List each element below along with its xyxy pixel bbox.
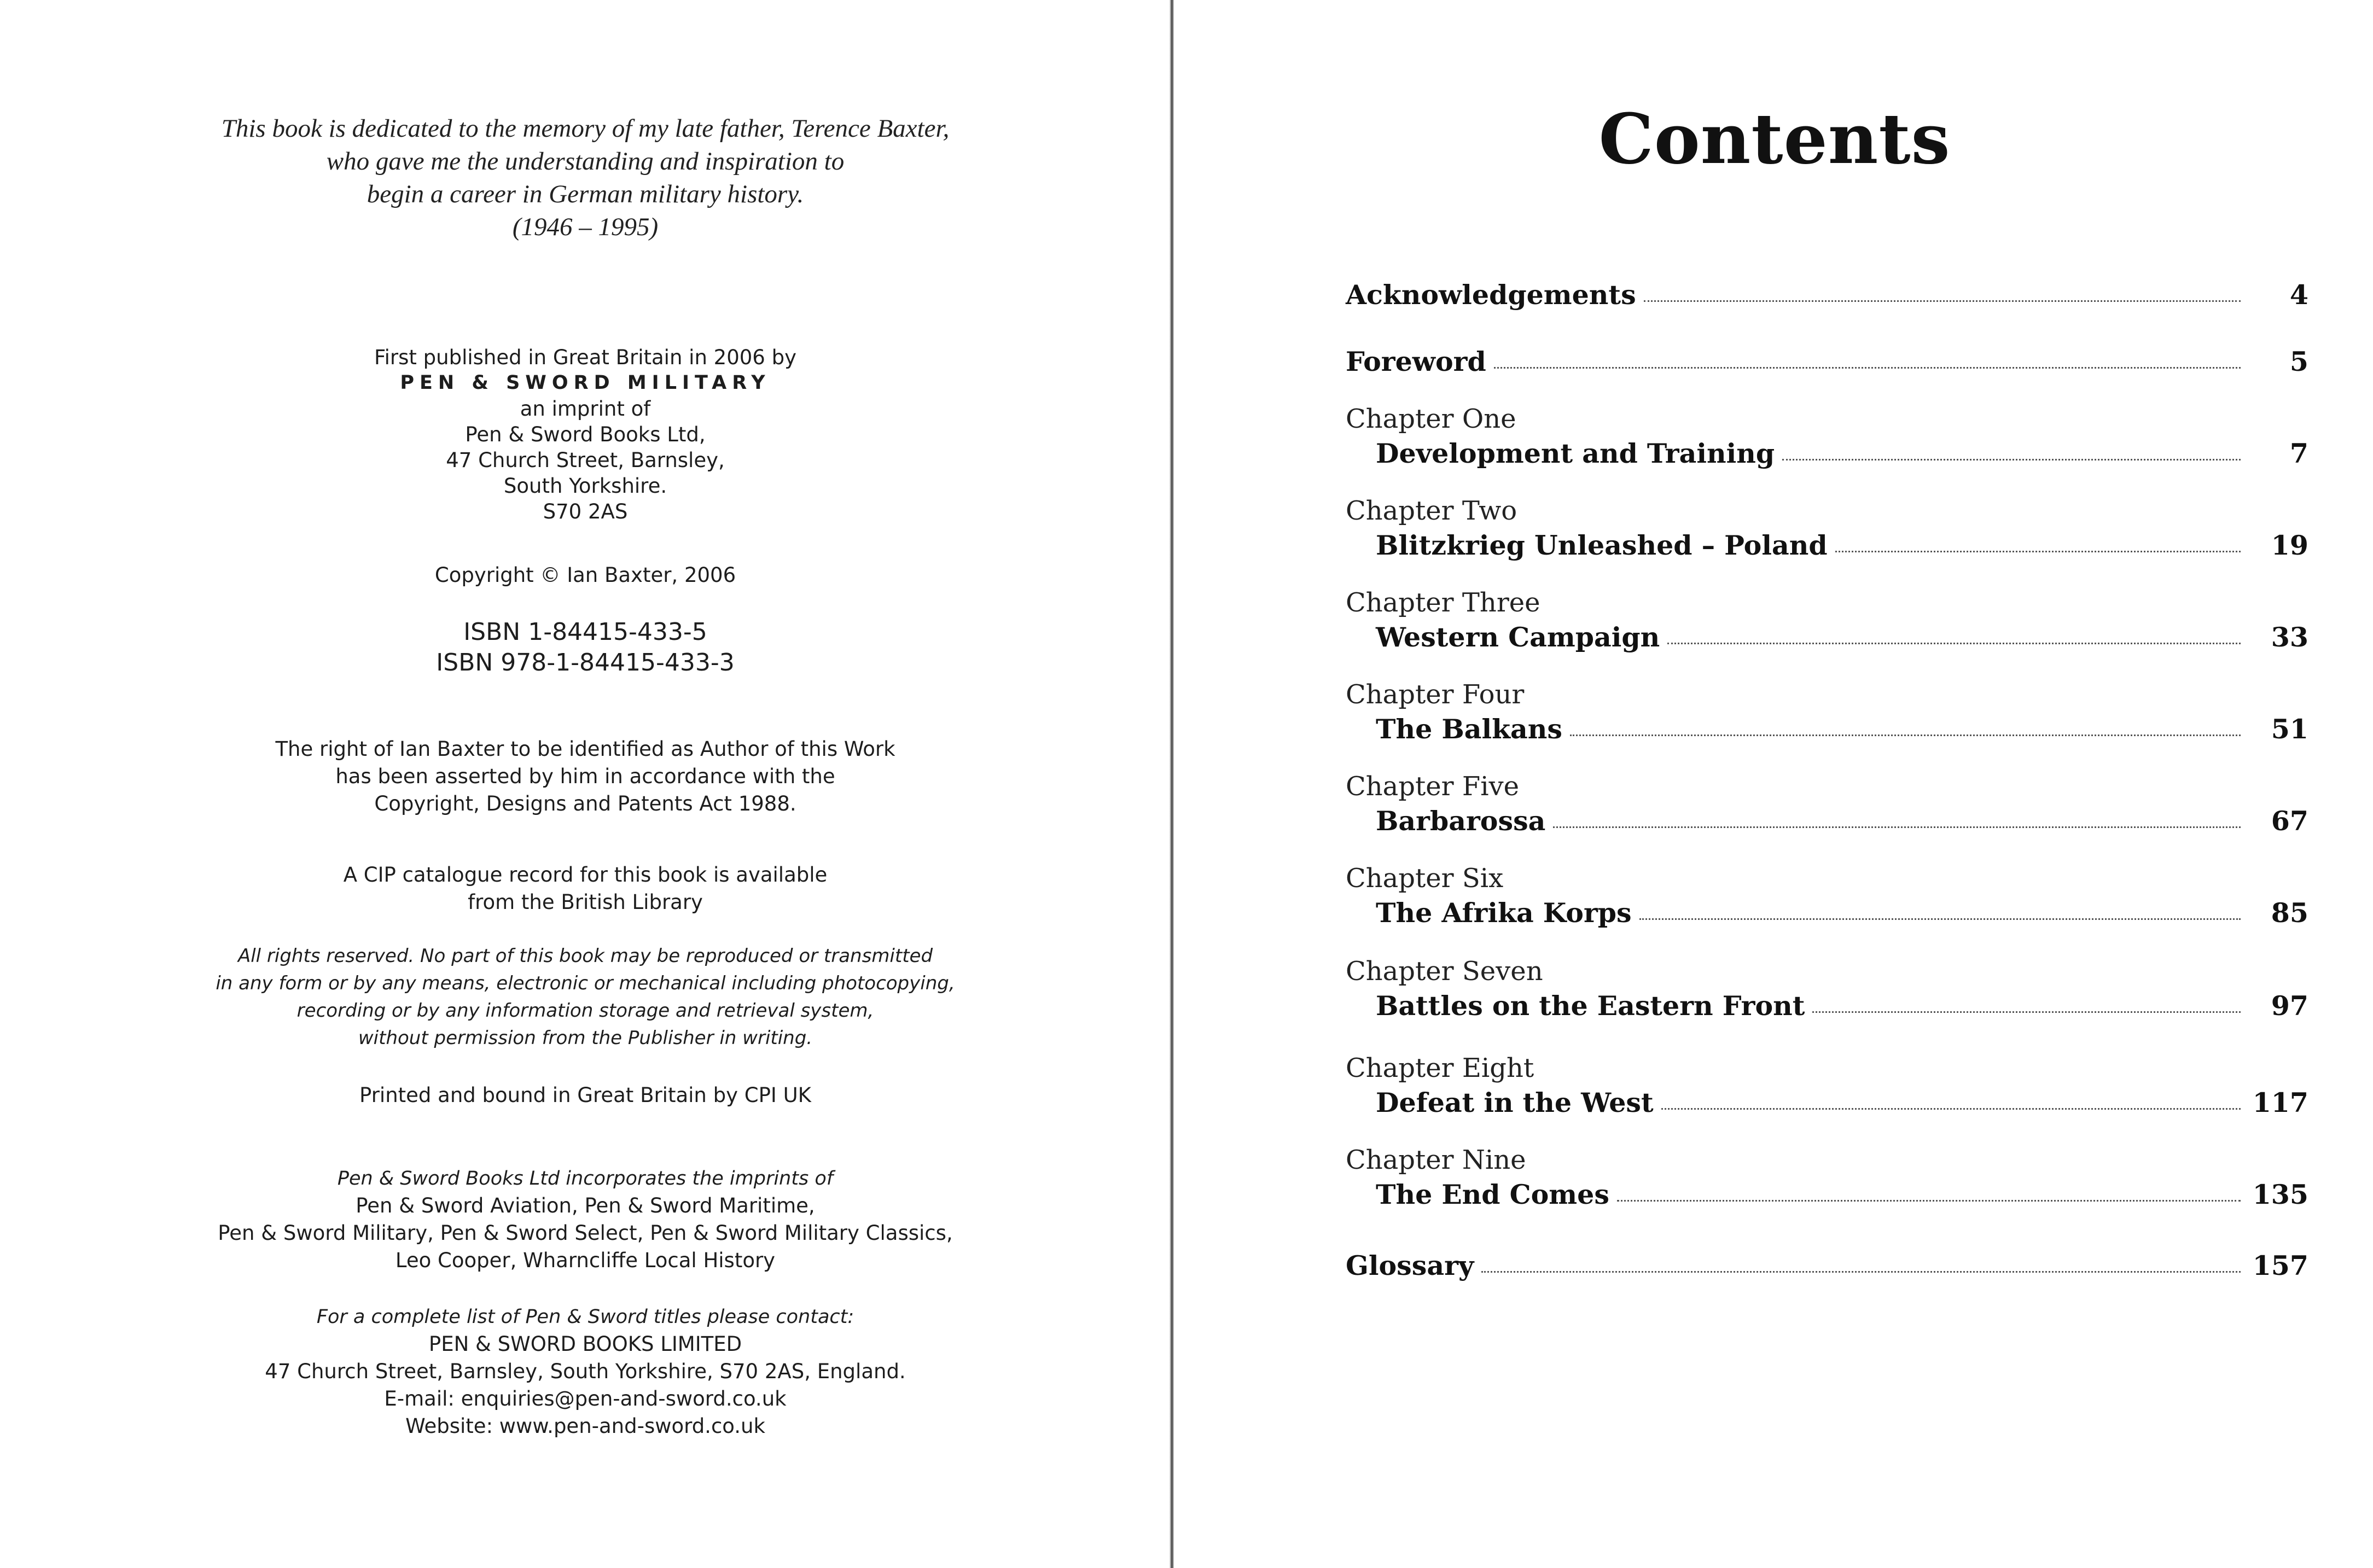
contact-website: Website: www.pen-and-sword.co.uk: [405, 1414, 765, 1438]
toc-leader-dots: [1639, 918, 2241, 920]
contents-title: Contents: [1598, 98, 1951, 179]
dedication-line: This book is dedicated to the memory of my late father, Terence Baxter,: [221, 114, 950, 143]
toc-page-number: 67: [2271, 805, 2308, 837]
cip-line: A CIP catalogue record for this book is available: [343, 863, 828, 887]
publisher-line: S70 2AS: [543, 500, 628, 523]
toc-page-number: 5: [2289, 346, 2308, 377]
copyright-line: Copyright © Ian Baxter, 2006: [434, 563, 736, 587]
toc-entry: [1376, 621, 2308, 653]
toc-entry: [1346, 1250, 2308, 1281]
isbn-block: [0, 617, 1171, 678]
cip-statement: [0, 861, 1171, 916]
toc-page-number: 4: [2289, 279, 2308, 311]
publisher-line: 47 Church Street, Barnsley,: [446, 448, 725, 472]
isbn-13: ISBN 978-1-84415-433-3: [436, 649, 735, 677]
statement-line: The right of Ian Baxter to be identified as Author of this Work: [275, 737, 895, 761]
book-gutter: [1170, 0, 1174, 1568]
author-right-statement: [0, 736, 1171, 818]
toc-entry-title: Acknowledgements: [1346, 279, 1636, 311]
toc-leader-dots: [1617, 1200, 2241, 1202]
toc-page-number: 135: [2252, 1179, 2308, 1210]
toc-leader-dots: [1644, 300, 2241, 302]
toc-entry-title: The End Comes: [1376, 1179, 1609, 1210]
toc-entry-title: Development and Training: [1376, 438, 1775, 469]
toc-entry: [1376, 1087, 2308, 1118]
statement-line: has been asserted by him in accordance with the: [335, 765, 835, 788]
imprint-name: PEN & SWORD MILITARY: [400, 372, 771, 394]
toc-entry: [1376, 990, 2308, 1022]
toc-leader-dots: [1667, 643, 2241, 644]
toc-entry: [1376, 897, 2308, 929]
toc-entry: [1376, 438, 2308, 469]
toc-leader-dots: [1661, 1108, 2241, 1110]
statement-line: Copyright, Designs and Patents Act 1988.: [374, 792, 796, 815]
toc-chapter-label: Chapter Eight: [1346, 1053, 1534, 1083]
toc-page-number: 7: [2289, 438, 2308, 469]
toc-page-number: 85: [2271, 897, 2308, 929]
toc-entry: [1376, 805, 2308, 837]
toc-page-number: 157: [2252, 1250, 2308, 1281]
dedication-line: begin a career in German military history.: [367, 180, 804, 208]
toc-leader-dots: [1835, 551, 2241, 552]
toc-entry-title: Foreword: [1346, 346, 1486, 377]
toc-chapter-label: Chapter Four: [1346, 679, 1525, 710]
toc-page-number: 33: [2271, 621, 2308, 653]
imprints-line: Leo Cooper, Wharncliffe Local History: [395, 1249, 776, 1272]
rights-line: without permission from the Publisher in writing.: [358, 1027, 813, 1049]
contents-page: [1176, 0, 2373, 1568]
toc-entry: [1346, 279, 2308, 311]
rights-line: recording or by any information storage and retrieval system,: [296, 1000, 874, 1022]
toc-leader-dots: [1553, 826, 2241, 828]
toc-entry: [1376, 713, 2308, 745]
publisher-line: Pen & Sword Books Ltd,: [465, 423, 706, 446]
toc-leader-dots: [1570, 735, 2241, 736]
first-published: First published in Great Britain in 2006 by: [374, 346, 796, 369]
rights-line: All rights reserved. No part of this book may be reproduced or transmitted: [237, 945, 933, 967]
toc-chapter-label: Chapter Seven: [1346, 956, 1543, 987]
dedication-years: (1946 – 1995): [512, 213, 659, 241]
contact-email: E-mail: enquiries@pen-and-sword.co.uk: [384, 1387, 787, 1410]
imprints-line: Pen & Sword Military, Pen & Sword Select, Pen & Sword Military Classics,: [218, 1221, 953, 1245]
copyright-page: [0, 0, 1171, 1568]
contact-line: PEN & SWORD BOOKS LIMITED: [428, 1332, 742, 1356]
toc-entry: [1376, 529, 2308, 561]
toc-page-number: 117: [2252, 1087, 2308, 1118]
imprints-block: [0, 1165, 1171, 1274]
toc-chapter-label: Chapter Six: [1346, 863, 1504, 894]
publisher-block: [0, 345, 1171, 524]
toc-leader-dots: [1782, 459, 2241, 461]
toc-entry-title: Glossary: [1346, 1250, 1474, 1281]
rights-reserved: [0, 942, 1171, 1052]
contact-block: [0, 1303, 1171, 1440]
cip-line: from the British Library: [468, 890, 703, 914]
contact-line: 47 Church Street, Barnsley, South Yorkshire, S70 2AS, England.: [265, 1360, 906, 1383]
toc-chapter-label: Chapter Two: [1346, 496, 1517, 526]
printed-by: Printed and bound in Great Britain by CPI UK: [359, 1083, 811, 1107]
toc-chapter-label: Chapter One: [1346, 404, 1516, 434]
toc-chapter-label: Chapter Three: [1346, 587, 1540, 618]
toc-entry: [1376, 1179, 2308, 1210]
toc-entry-title: Battles on the Eastern Front: [1376, 990, 1805, 1022]
toc-entry-title: Defeat in the West: [1376, 1087, 1654, 1118]
isbn-10: ISBN 1-84415-433-5: [463, 618, 707, 646]
toc-chapter-label: Chapter Nine: [1346, 1145, 1526, 1175]
toc-leader-dots: [1494, 367, 2241, 369]
toc-leader-dots: [1481, 1271, 2241, 1273]
toc-entry: [1346, 346, 2308, 377]
imprints-line: Pen & Sword Aviation, Pen & Sword Maritime,: [356, 1194, 815, 1217]
toc-page-number: 19: [2271, 529, 2308, 561]
rights-line: in any form or by any means, electronic or mechanical including photocopying,: [216, 972, 955, 994]
toc-entry-title: Western Campaign: [1376, 621, 1660, 653]
dedication: [0, 112, 1171, 243]
publisher-line: South Yorkshire.: [503, 474, 667, 498]
toc-chapter-label: Chapter Five: [1346, 771, 1520, 802]
toc-page-number: 97: [2271, 990, 2308, 1022]
toc-entry-title: Blitzkrieg Unleashed – Poland: [1376, 529, 1828, 561]
contact-intro: For a complete list of Pen & Sword titles please contact:: [316, 1306, 854, 1328]
toc-entry-title: The Balkans: [1376, 713, 1563, 745]
dedication-line: who gave me the understanding and inspiration to: [326, 147, 845, 176]
imprints-intro: Pen & Sword Books Ltd incorporates the imprints of: [337, 1168, 834, 1190]
publisher-line: an imprint of: [520, 397, 651, 421]
toc-entry-title: Barbarossa: [1376, 805, 1546, 837]
toc-page-number: 51: [2271, 713, 2308, 745]
toc-entry-title: The Afrika Korps: [1376, 897, 1632, 929]
toc-leader-dots: [1812, 1011, 2241, 1013]
